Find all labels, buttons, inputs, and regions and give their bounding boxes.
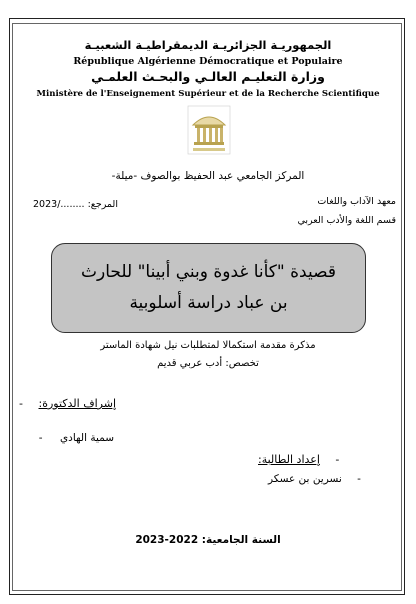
thesis-title-box <box>51 243 366 333</box>
institute-name: معهد الآداب واللغات <box>317 196 396 207</box>
academic-year: السنة الجامعية: 2022-2023 <box>135 534 281 546</box>
republic-arabic: الجمهوريـة الجزائريـة الديمقراطيـة الشعبيـة <box>84 38 332 52</box>
preparation-row <box>258 453 339 466</box>
student-name: نسرين بن عسكر <box>268 473 342 485</box>
ministry-french: Ministère de l'Enseignement Supérieur et de la Recherche Scientifique <box>36 89 380 99</box>
ministry-arabic: وزارة التعليـم العالـي والبحـث العلمـي <box>91 69 325 84</box>
university-name: المركز الجامعي عبد الحفيظ بوالصوف -ميلة- <box>111 170 305 182</box>
supervision-row <box>19 397 116 410</box>
supervision-label: إشراف الدكتورة: <box>38 397 116 410</box>
supervision-dash: - <box>19 397 23 410</box>
department-name: قسم اللغة والأدب العربي <box>297 215 396 226</box>
republic-french: République Algérienne Démocratique et Populaire <box>73 56 343 67</box>
specialty: تخصص: أدب عربي قديم <box>157 358 259 369</box>
supervisor-dash: - <box>38 432 43 444</box>
reference-number: المرجع: ......../2023 <box>33 199 118 210</box>
supervisor-name: سمية الهادي <box>59 432 114 444</box>
student-row <box>268 473 361 485</box>
student-dash: - <box>357 473 361 485</box>
university-logo <box>187 105 231 155</box>
degree-note: مذكرة مقدمة استكمالا لمتطلبات نيل شهادة الماستر <box>100 340 316 351</box>
preparation-dash: - <box>335 453 340 466</box>
preparation-label: إعداد الطالبة: <box>258 453 320 466</box>
supervisor-row <box>39 432 114 444</box>
thesis-title: قصيدة "كأنا غدوة وبني أبينا" للحارث بن عباد دراسة أسلوبية <box>81 261 336 313</box>
